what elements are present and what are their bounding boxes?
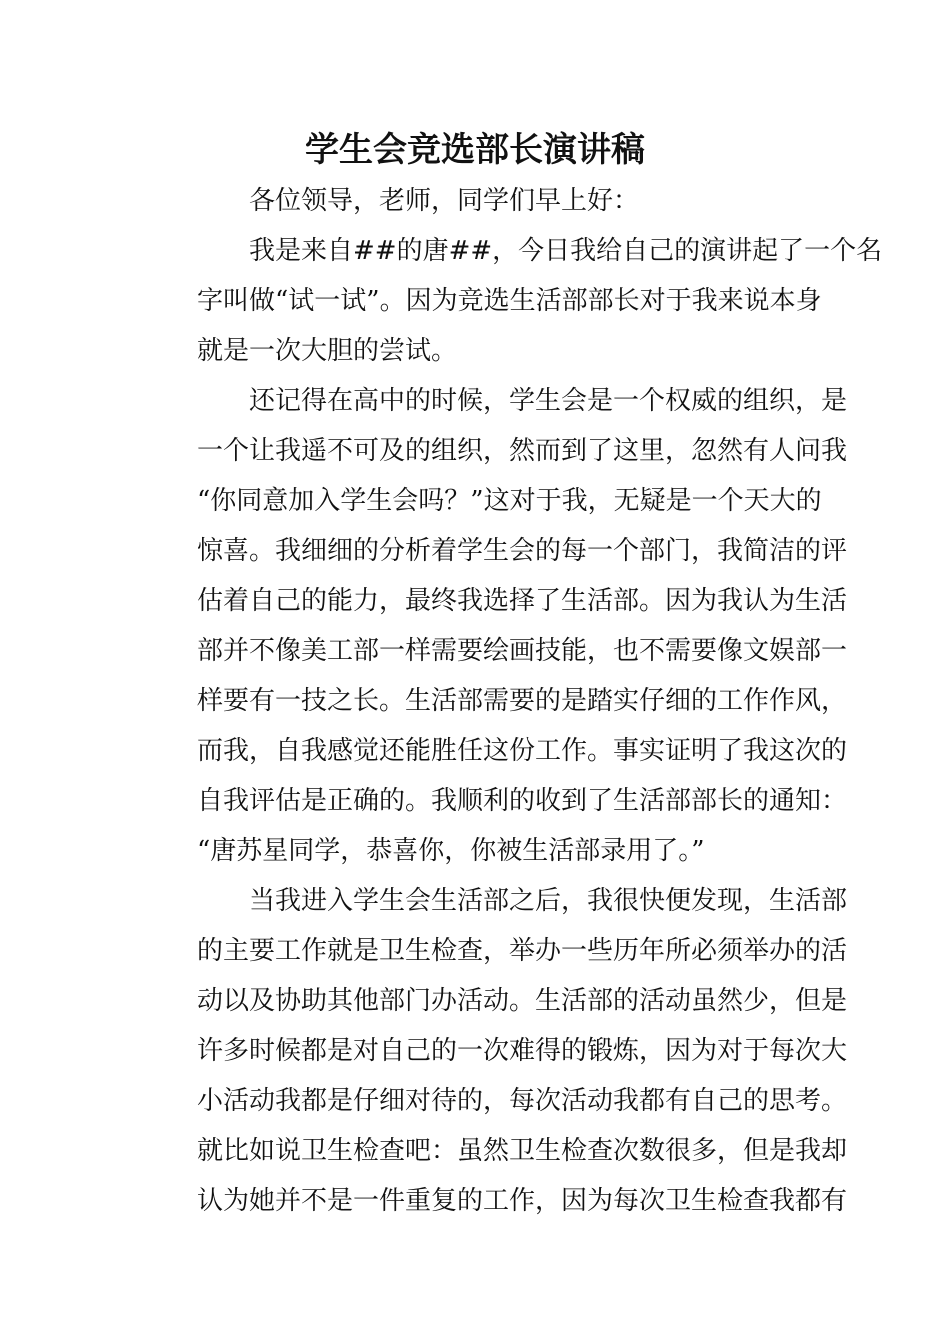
text-line: 就比如说卫生检查吧：虽然卫生检查次数很多，但是我却 [197, 1136, 848, 1166]
document-title: 学生会竞选部长演讲稿 [305, 130, 645, 170]
text-line: 估着自己的能力，最终我选择了生活部。因为我认为生活 [197, 586, 848, 616]
text-line: 的主要工作就是卫生检查，举办一些历年所必须举办的活 [197, 936, 848, 966]
text-line: 部并不像美工部一样需要绘画技能，也不需要像文娱部一 [197, 636, 848, 666]
text-line: 还记得在高中的时候，学生会是一个权威的组织，是 [249, 386, 848, 416]
text-line: “唐苏星同学，恭喜你，你被生活部录用了。” [197, 836, 705, 866]
paragraph-joining [145, 376, 848, 876]
paragraph-work [145, 876, 848, 1226]
text-line: 认为她并不是一件重复的工作，因为每次卫生检查我都有 [197, 1186, 848, 1216]
text-line: 样要有一技之长。生活部需要的是踏实仔细的工作作风， [197, 686, 848, 716]
text-line: 当我进入学生会生活部之后，我很快便发现，生活部 [249, 886, 848, 916]
text-line: 而我，自我感觉还能胜任这份工作。事实证明了我这次的 [197, 736, 848, 766]
text-line: 许多时候都是对自己的一次难得的锻炼，因为对于每次大 [197, 1036, 848, 1066]
text-line: 我是来自##的唐##，今日我给自己的演讲起了一个名 [249, 236, 883, 266]
paragraph-greeting [145, 176, 810, 226]
text-line: “你同意加入学生会吗？”这对于我，无疑是一个天大的 [197, 486, 822, 516]
text-line: 一个让我遥不可及的组织，然而到了这里，忽然有人问我 [197, 436, 848, 466]
text-line: 字叫做“试一试”。因为竞选生活部部长对于我来说本身 [197, 286, 822, 316]
text-line: 自我评估是正确的。我顺利的收到了生活部部长的通知： [197, 786, 848, 816]
paragraph-introduction [145, 226, 883, 376]
text-line: 惊喜。我细细的分析着学生会的每一个部门，我简洁的评 [197, 536, 848, 566]
text-line: 小活动我都是仔细对待的，每次活动我都有自己的思考。 [197, 1086, 848, 1116]
text-line: 就是一次大胆的尝试。 [197, 336, 458, 366]
text-line: 各位领导，老师，同学们早上好： [249, 186, 640, 216]
text-line: 动以及协助其他部门办活动。生活部的活动虽然少，但是 [197, 986, 848, 1016]
document-body [145, 176, 883, 1226]
